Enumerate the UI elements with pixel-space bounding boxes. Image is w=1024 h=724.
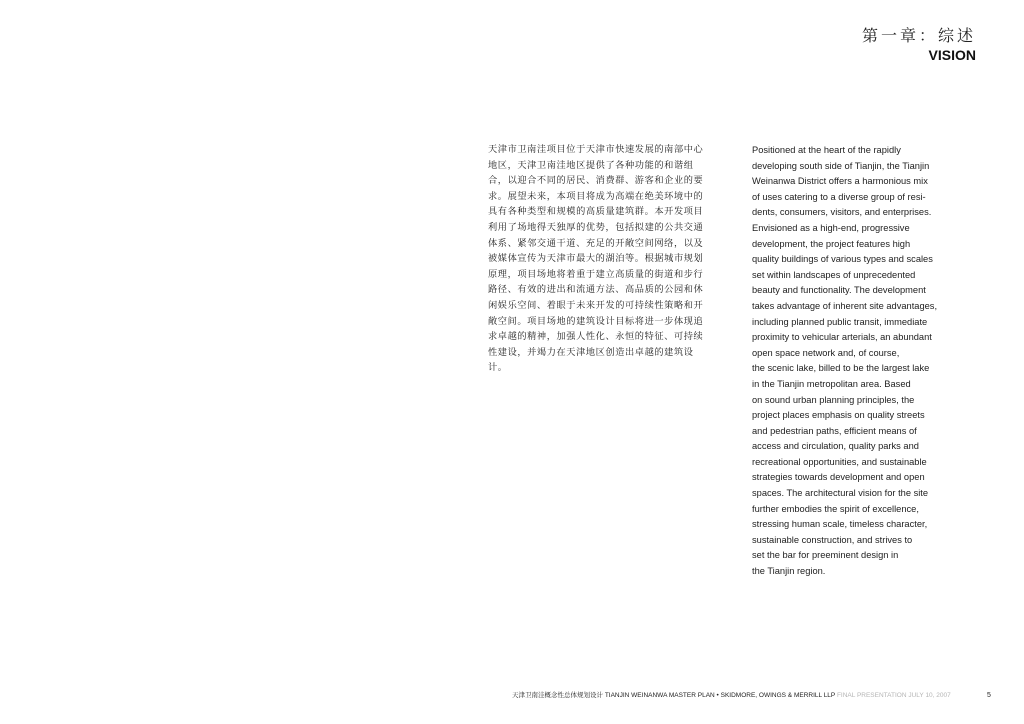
page-number: 5 xyxy=(987,692,991,699)
footer-firm: SKIDMORE, OWINGS & MERRILL LLP xyxy=(720,692,836,699)
chapter-title-chinese: 第一章：综述 xyxy=(861,26,976,45)
footer-separator: • xyxy=(716,692,719,699)
chapter-title-english: VISION xyxy=(928,47,976,63)
page-header xyxy=(862,26,976,64)
footer-presentation-date: FINAL PRESENTATION JULY 10, 2007 xyxy=(836,692,951,699)
english-body-text: Positioned at the heart of the rapidly developing south side of Tianjin, the Tianjin Weinanwa District offers a harmonious mix of uses catering to a diverse group of resi- dents, consumers, visitors, and enterprises. Envisioned as a high-end, progressive development, the project features high quality buildings of various types and scales set within landscapes of unprecedented beauty and functionality. The development takes advantage of inherent site advantages, including planned public transit, immediate proximity to vehicular arterials, an abundant open space network and, of course, the scenic lake, billed to be the largest lake in the Tianjin metropolitan area. Based on sound urban planning principles, the project places emphasis on quality streets and pedestrian paths, efficient means of access and circulation, quality parks and recreational opportunities, and sustainable strategies towards development and open spaces. The architectural vision for the site further embodies the spirit of excellence, stressing human scale, timeless character, sustainable construction, and strives to set the bar for preeminent design in the Tianjin region. xyxy=(752,145,938,577)
footer-project-english: TIANJIN WEINANWA MASTER PLAN xyxy=(604,692,715,699)
chinese-body-text: 天津市卫南洼项目位于天津市快速发展的南部中心 地区，天津卫南洼地区提供了各种功能的和谐组 合，以迎合不同的居民、消费群、游客和企业的要 求。展望未来，本项目将成为高端在绝美环境中的 具有各种类型和规模的高质量建筑群。本开发项目 利用了场地得天独厚的优势，包括拟建的公共交通 体系、紧邻交通干道、充足的开敞空间网络，以及 被媒体宣传为天津市最大的湖泊等。根据城市规划 原理，项目场地将着重于建立高质量的街道和步行 路径、有效的进出和流通方法、高品质的公园和休 闲娱乐空间、着眼于未来开发的可持续性策略和开 敞空间。项目场地的建筑设计目标将进一步体现追 求卓越的精神，加强人性化、永恒的特征、可持续 性建设，并竭力在天津地区创造出卓越的建筑设 计。 xyxy=(488,144,704,374)
page-footer xyxy=(512,691,951,701)
footer-project-chinese: 天津卫南洼概念性总体规划设计 xyxy=(512,692,603,699)
